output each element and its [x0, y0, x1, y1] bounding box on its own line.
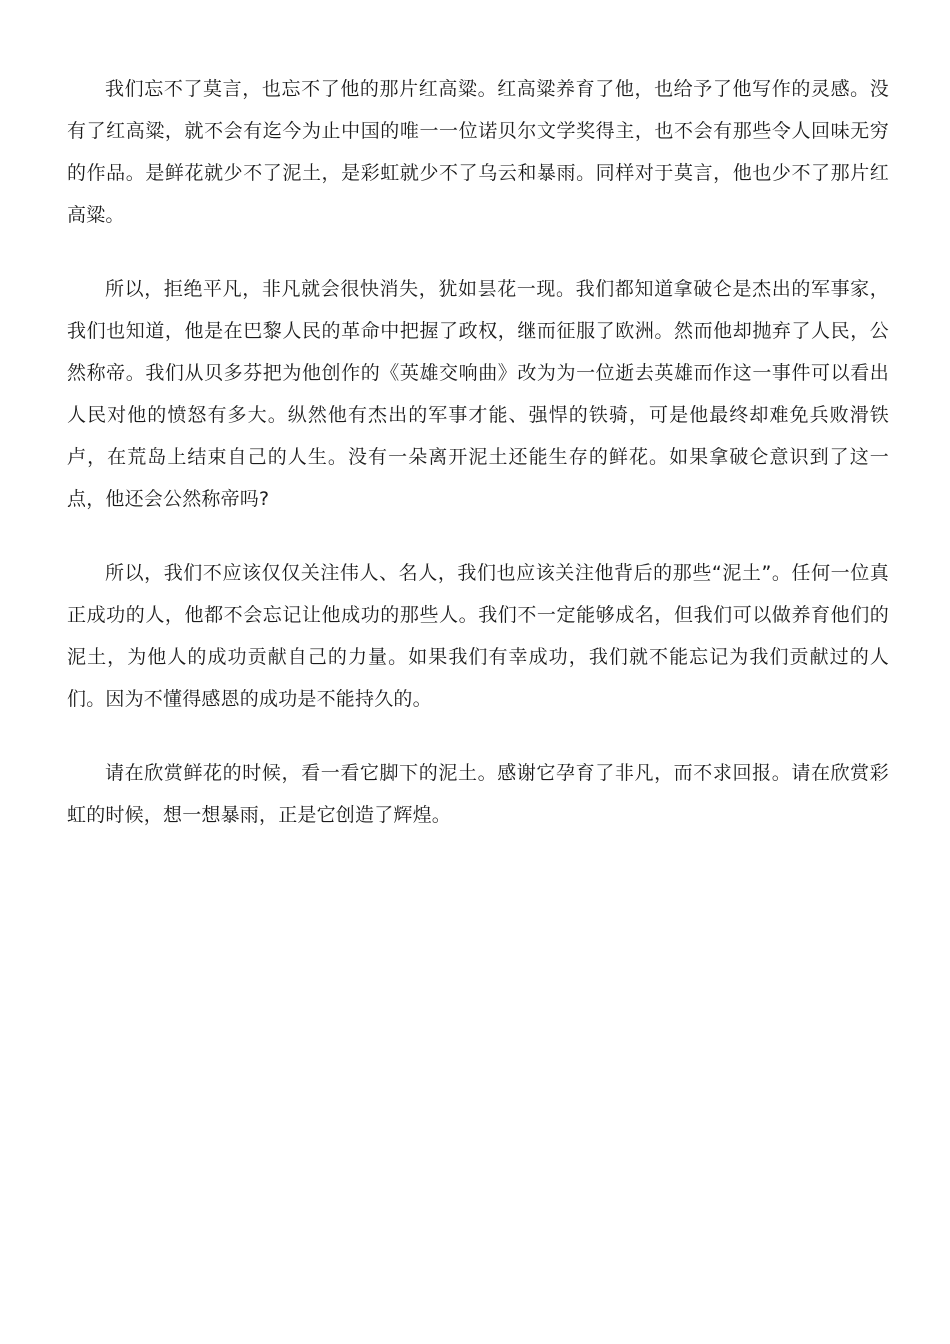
paragraph: 我们忘不了莫言，也忘不了他的那片红高粱。红高粱养育了他，也给予了他写作的灵感。没有了红高粱，就不会有迄今为止中国的唯一一位诺贝尔文学奖得主，也不会有那些令人回味无穷的作品。是鲜花就少不了泥土，是彩虹就少不了乌云和暴雨。同样对于莫言，他也少不了那片红高粱。	[67, 78, 889, 226]
paragraph: 请在欣赏鲜花的时候，看一看它脚下的泥土。感谢它孕育了非凡，而不求回报。请在欣赏彩虹的时候，想一想暴雨，正是它创造了辉煌。	[67, 762, 889, 826]
document-page	[67, 68, 889, 868]
paragraph: 所以，拒绝平凡，非凡就会很快消失，犹如昙花一现。我们都知道拿破仑是杰出的军事家，我们也知道，他是在巴黎人民的革命中把握了政权，继而征服了欧洲。然而他却抛弃了人民，公然称帝。我们从贝多芬把为他创作的《英雄交响曲》改为为一位逝去英雄而作这一事件可以看出人民对他的愤怒有多大。纵然他有杰出的军事才能、强悍的铁骑，可是他最终却难免兵败滑铁卢，在荒岛上结束自己的人生。没有一朵离开泥土还能生存的鲜花。如果拿破仑意识到了这一点，他还会公然称帝吗?	[67, 278, 889, 510]
paragraph: 所以，我们不应该仅仅关注伟人、名人，我们也应该关注他背后的那些“泥土”。任何一位真正成功的人，他都不会忘记让他成功的那些人。我们不一定能够成名，但我们可以做养育他们的泥土，为他人的成功贡献自己的力量。如果我们有幸成功，我们就不能忘记为我们贡献过的人们。因为不懂得感恩的成功是不能持久的。	[67, 562, 889, 710]
